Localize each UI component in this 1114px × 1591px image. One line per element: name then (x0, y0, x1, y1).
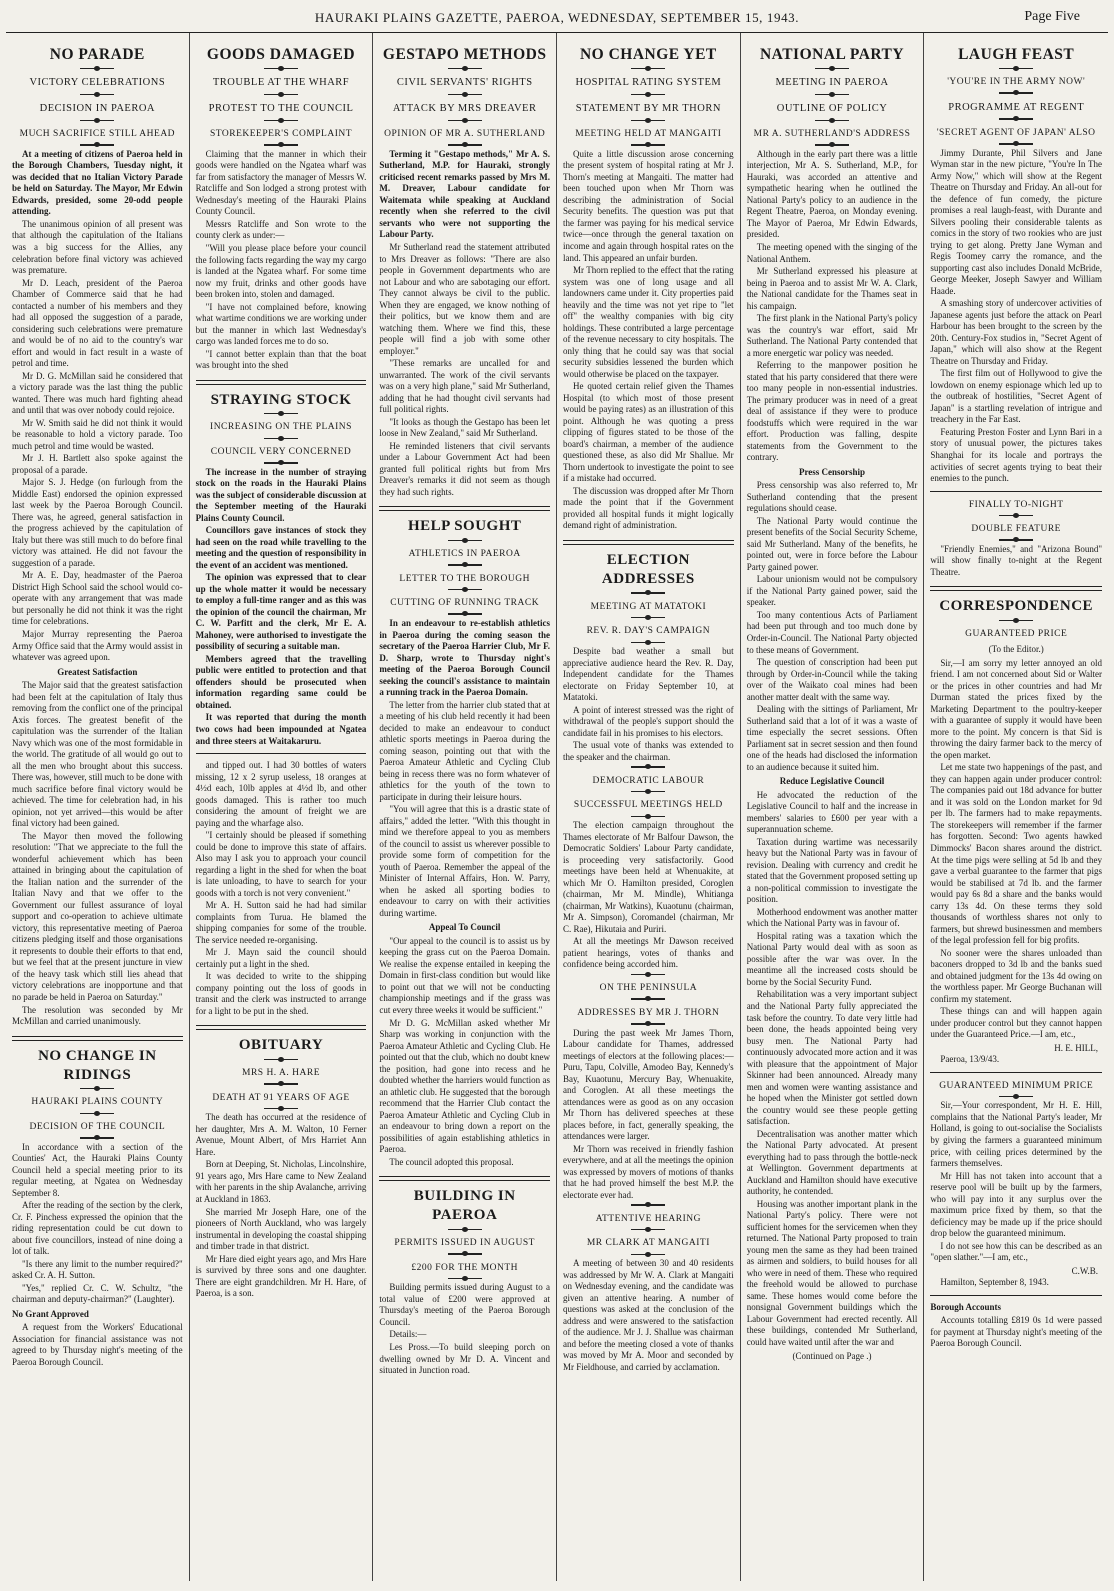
headline-help-sought: HELP SOUGHT (407, 518, 522, 535)
article-body (196, 760, 367, 1017)
subhead: PROTEST TO THE COUNCIL (208, 103, 354, 115)
divider (815, 144, 849, 146)
subhead: MEETING HELD AT MANGAITI (575, 129, 722, 140)
subhead: £200 FOR THE MONTH (411, 1262, 519, 1273)
article-body (930, 1315, 1102, 1350)
paragraph: Born at Deeping, St. Nicholas, Lincolnshire, 91 years ago, Mrs Hare came to New Zealand with her parents in the ship Avalanche, arriving at Auckland in 1863. (195, 1159, 367, 1204)
paragraph: Jimmy Durante, Phil Silvers and Jane Wyman star in the new picture, "You're In The Army Now," which will show at the Regent Theatre on Thursday and Friday. An all-out for the defence of fun comedy, the picture promises a real laugh-feast, with Durante and Silvers pooling their considerable talents as comics in the story of two rookies who are just trying to get along. Pretty Jane Wyman and Regis Toomey carry the romance, and the supporting cast also includes Donald McBride, George Meeker, Joseph Sawyer and William Haade. (930, 147, 1103, 296)
paragraph: Members agreed that the travelling public were entitled to protection and that offenders should be prosecuted when information regarding same could be obtained. (195, 653, 367, 710)
divider (80, 120, 114, 122)
paragraph: Mr Hare died eight years ago, and Mrs Hare is survived by three sons and one daughter. There are eight grandchildren. Mr H. Hare, of Paeroa, is a son. (195, 1253, 367, 1299)
divider (631, 1229, 665, 1231)
paragraph: "I cannot better explain than that the boat was brought into the shed (195, 348, 367, 371)
divider (80, 1137, 114, 1139)
divider (80, 1088, 114, 1090)
paragraph: The unanimous opinion of all present was that although the capitulation of the Italians was a big success for the Allies, any celebration before final victory was achieved was premature. (12, 218, 183, 276)
subhead: DEATH AT 91 YEARS OF AGE (212, 1092, 350, 1103)
letter-date: Hamilton, September 8, 1943. (940, 1277, 1049, 1288)
divider (80, 94, 114, 96)
paragraph: The meeting opened with the singing of the National Anthem. (746, 241, 918, 264)
headline-laugh-feast: LAUGH FEAST (958, 46, 1075, 63)
subhead: DEMOCRATIC LABOUR (592, 775, 705, 786)
subhead: DOUBLE FEATURE (971, 524, 1061, 535)
article-rule (379, 1176, 550, 1181)
paragraph: A meeting of between 30 and 40 residents was addressed by Mr W. A. Clark at Mangaiti on Wednesday evening, and the candidate was given an attentive hearing. A number of questions was asked at the conclusion of the address and were answered to the satisfaction of the audience. Mr J. J. Shallue was chairman and before the meeting closed a vote of thanks was moved by Mr A. Moor and seconded by Mr Fieldhouse, and carried by acclamation. (563, 1258, 734, 1372)
paragraph: Sir,—I am sorry my letter annoyed an old friend. I am not concerned about Sid or Walter or the prices in other countries and had Mr Durman stated the prices fixed by the Marketing Department to the poultry-keeper with a guarantee of supply it would have been more to the point. My concern is that Sid is throwing the dairy farmer back to the mercy of the open market. (930, 657, 1103, 760)
divider (448, 613, 482, 615)
article-body-bold (196, 467, 367, 747)
divider (631, 144, 665, 146)
subhead: SUCCESSFUL MEETINGS HELD (573, 800, 723, 811)
subhead: COUNCIL VERY CONCERNED (210, 447, 352, 457)
paragraph: Mr Thorn was received in friendly fashion everywhere, and at all the meetings the opinion was expressed by movers of motions of thanks that he had proved himself the best M.P. the electorate ever had. (563, 1143, 734, 1200)
divider (631, 1204, 665, 1206)
paragraph: Mr Thorn replied to the effect that the rating system was one of long usage and all landowners came under it. City properties paid heavily and the time was not yet ripe to "let off" the wealthy companies with big city holdings. These contributed a large percentage of the revenue necessary to city hospitals. The only thing that he could say was that social security subsidies lessened the burden which would otherwise be placed on the taxpayer. (563, 265, 734, 379)
paragraph: Quite a little discussion arose concerning the present system of hospital rating at Mr J. Thorn's meeting at Mangaiti. The matter had been touched upon when Mr Thorn was describing the administration of Social Security benefits. The question was put that the farmer was paying for his medical service twice—once through the general taxation on income and again through hospital rates on the land. This appeared an unfair burden. (563, 148, 734, 263)
subhead: ATTENTIVE HEARING (595, 1213, 702, 1224)
article-body (930, 658, 1102, 1041)
divider (448, 120, 482, 122)
divider (448, 1278, 482, 1280)
paragraph: No sooner were the shares unloaded than baconers dropped to 3d lb and the banks sued and obtained judgment for the 13s 4d owing on the worthless paper. Mr George Buchanan will confirm my statement. (930, 947, 1103, 1004)
divider (815, 68, 849, 70)
lead-paragraph: In an endeavour to re-establish athletics in Paeroa during the coming season the secretary of the Paeroa Harrier Club, Mr F. D. Sharp, wrote to Thursday night's meeting of the Paeroa Borough Council seeking the council's assistance to maintain a running track in the Paeroa Domain. (379, 617, 551, 698)
article-body (747, 149, 918, 464)
paragraph: Press censorship was also referred to, Mr Sutherland contending that the present regulations should cease. (746, 480, 918, 514)
subhead: 'SECRET AGENT OF JAPAN' ALSO (936, 127, 1096, 138)
continued-note: (Continued on Page .) (792, 1351, 872, 1362)
divider (631, 617, 665, 619)
headline-building-in-paeroa: BUILDING IN PAEROA (413, 1188, 516, 1224)
article-rule (930, 491, 1102, 492)
paragraph: "You will agree that this is a drastic state of affairs," added the letter. "With this thought in mind we therefore appeal to you as members of the council to assist us wherever possible to provide some form of competition for the youth of Paeroa. Remember the appeal of the Minister of Internal Affairs, Hon. W. Parry, when he asked all sporting bodies to endeavour to carry on with their activities during wartime. (379, 804, 551, 918)
divider (999, 68, 1033, 70)
column-4 (557, 33, 741, 1581)
section-subhead: Reduce Legislative Council (779, 776, 885, 787)
article-rule (930, 1072, 1102, 1073)
paragraph: and tipped out. I had 30 bottles of waters missing, 12 x 2 syrup useless, 18 oranges at 4½d each, 10lb apples at 4½d lb, and other goods damaged. This is rather too much considering the amount of freight we are paying and the wharfage also. (195, 760, 367, 828)
paragraph: Messrs Ratcliffe and Son wrote to the county clerk as under:— (195, 218, 367, 241)
paragraph: He advocated the reduction of the Legislative Council to half and the increase in members' salaries to £600 per year with a superannuation scheme. (746, 789, 918, 835)
divider (999, 92, 1033, 94)
article-body (930, 148, 1102, 485)
paragraph: Hospital rating was a taxation which the National Party would deal with as soon as possible after the war was over. In the meantime all the increased costs should be borne by the Social Security Fund. (746, 930, 918, 987)
paragraph: Mr Sutherland expressed his pleasure at being in Paeroa and to assist Mr W. A. Clark, the National candidate for the Thames seat in his campaign. (746, 266, 918, 311)
paragraph: Mr Sutherland read the statement attributed to Mrs Dreaver as follows: "There are also people in Government departments who are not Labour and who are sabotaging our effort. They cannot always be civil to the public. When they are engaged, we know nothing of their politics, but we know them and are watching them. Where we find this, these people will find a job with some other employer." (379, 241, 551, 356)
paragraph: Motherhood endowment was another matter which the National Party was in favour of. (746, 906, 918, 929)
subhead: INCREASING ON THE PLAINS (210, 422, 352, 433)
paragraph: Mr J. Mayn said the council should certainly put a light in the shed. (195, 947, 367, 969)
masthead-title: HAURAKI PLAINS GAZETTE, PAEROA, WEDNESDAY, SEPTEMBER 15, 1943. (314, 10, 800, 25)
article-rule (379, 506, 550, 511)
paragraph: A point of interest stressed was the right of withdrawal of the people's support should the candidate fail in his promises to his electors. (563, 704, 734, 738)
paragraph: Claiming that the manner in which their goods were handled on the Ngatea wharf was far from satisfactory the manager of Messrs W. Ratcliffe and Son lodged a strong protest with Wednesday's meeting of the Hauraki Plains County Council. (195, 148, 367, 217)
divider (448, 68, 482, 70)
paragraph: Councillors gave instances of stock they had seen on the road while travelling to the meeting and the question of responsibility in the event of an accident was mentioned. (195, 525, 367, 570)
article-rule (196, 753, 367, 754)
divider (815, 94, 849, 96)
divider (448, 1253, 482, 1255)
paragraph: Mr Hill has not taken into account that a reserve pool will be built up by the farmers, who will pay into it any surplus over the maximum price fixed by them, so that the deficiency may be made up if the price should drop below the guaranteed minimum. (930, 1170, 1103, 1239)
subhead: OUTLINE OF POLICY (776, 103, 888, 115)
headline-national-party: NATIONAL PARTY (759, 46, 905, 63)
paragraph: Dealing with the sittings of Parliament, Mr Sutherland said that a lot of it was a waste of time especially the secret sessions. Often Parliament sat in secret session and then found one of the heads had disclosed the information to an audience because it suited him. (746, 704, 918, 772)
article-body (563, 149, 734, 532)
divider (448, 1229, 482, 1231)
paragraph: He reminded listeners that civil servants under a Labour Government Act had been granted full political rights but from Mrs Dreaver's remarks it did not seem as though they had such rights. (379, 440, 551, 497)
lead-paragraph: Terming it "Gestapo methods," Mr A. S. Sutherland, M.P. for Hauraki, strongly criticised recent remarks passed by Mrs M. M. Dreaver, Labour candidate for Waitemata while speaking at Auckland recently when she referred to the civil servants who were not supporting the Labour Party. (379, 148, 551, 240)
subhead: TROUBLE AT THE WHARF (212, 77, 350, 89)
subhead: HAURAKI PLAINS COUNTY (31, 1097, 164, 1108)
article-body (563, 646, 734, 763)
paragraph: The council adopted this proposal. (389, 1156, 514, 1167)
paragraph: Labour unionism would not be compulsory if the National Party gained power, said the speaker. (746, 574, 918, 608)
section-subhead: Borough Accounts (930, 1301, 1001, 1312)
masthead (6, 6, 1108, 33)
headline-no-parade: NO PARADE (49, 46, 145, 63)
paragraph: The first film out of Hollywood to give the lowdown on enemy espionage which led up to the outbreak of hostilities, "Secret Agent of Japan" is a startling revelation of intrigue and treachery in the Far East. (930, 368, 1103, 425)
paragraph: "These remarks are uncalled for and unwarranted. The work of the civil servants was on a very high plane," said Mr Sutherland, adding that he had thought civil servants had full political rights. (379, 358, 551, 415)
section-subhead: Appeal To Council (428, 922, 501, 933)
divider (448, 540, 482, 542)
article-rule (930, 586, 1102, 591)
article-body (196, 1112, 367, 1299)
paragraph: The usual vote of thanks was extended to the speaker and the chairman. (563, 740, 734, 762)
divider (631, 1023, 665, 1025)
paragraph: Taxation during wartime was necessarily heavy but the National Party was in favour of revision. Dealing with currency and credit he stated that the Government proposed setting up a non-political commission to investigate the position. (746, 836, 918, 905)
divider (264, 1059, 298, 1061)
column-2 (190, 33, 374, 1581)
subhead: PROGRAMME AT REGENT (948, 101, 1085, 113)
subhead: STOREKEEPER'S COMPLAINT (209, 129, 353, 140)
paragraph: During the past week Mr James Thorn, Labour candidate for Thames, addressed meetings of electors at the following places:—Puru, Tapu, Colville, Amodeo Bay, Kennedy's Bay, Kuaotunu, Mercury Bay, Whenuakite, and Coroglen. At all these meetings the attendances were as good as on any occasion Mr Thorn has delivered speeches at these places before, in fact, generally speaking, the attendances were larger. (563, 1027, 734, 1142)
subhead: MUCH SACRIFICE STILL AHEAD (19, 129, 176, 140)
paragraph: Let me state two happenings of the past, and they can happen again under producer control: The companies paid out 18d advance for butter and it was sold on the London market for 9d per lb. The farmers had to make repayments. The storekeepers will remember if the farmer has forgotten. Second: Two agents hawked Dimmocks' Bacon shares around the district. At the time pigs were selling at 5d lb and they gave a verbal guarantee to the farmer that pigs would be stabilised at 7d lb. and the farmer would pay 6s 8d a share and the banks would carry 13s 4d. On these terms they sold thousands of worthless shares not only to farmers, but shrewd businessmen and members of the legal profession fell for big profits. (930, 762, 1103, 946)
paragraph: Mr D. Leach, president of the Paeroa Chamber of Commerce said that he had contacted a number of his members and they had all opposed the suggestion of a parade, considering such celebrations were premature and would be of no aid to the country's war effort and would in fact result in a waste of petrol and time. (12, 277, 183, 369)
article-body (563, 1258, 734, 1373)
divider (631, 766, 665, 768)
section-subhead: Press Censorship (798, 466, 866, 477)
divider (264, 1108, 298, 1110)
headline-goods-damaged: GOODS DAMAGED (206, 46, 356, 63)
letter-signature: H. E. HILL, (1054, 1042, 1099, 1053)
subhead: ATTACK BY MRS DREAVER (392, 103, 537, 115)
paragraph: The Major said that the greatest satisfaction had been felt at the capitulation of Italy thus removing from the conflict one of the principal Axis forces. The greatest benefit of the capitulation was the surrender of the Italian Navy which was one of the most formidable in the world. The gratitude of all would go out to all the men who brought about this success. There was, however, still much to be done with much sacrifice before final victory would be achieved. The time for celebration had, in his opinion, not yet arrived—this would be after final victory had been gained. (12, 680, 183, 829)
divider (999, 118, 1033, 120)
divider (631, 120, 665, 122)
paragraph: The opinion was expressed that to clear up the whole matter it would be necessary to employ a full-time ranger and as this was the opinion of the council the chairman, Mr C. W. Parfitt and the clerk, Mr E. A. Mahoney, were authorised to investigate the possibility of securing a suitable man. (195, 572, 367, 652)
divider (80, 1113, 114, 1115)
divider (448, 564, 482, 566)
divider (264, 1083, 298, 1085)
divider (80, 68, 114, 70)
subhead: DECISION IN PAEROA (39, 103, 156, 115)
page-number: Page Five (1024, 9, 1080, 24)
subhead: MEETING AT MATATOKI (590, 601, 707, 612)
divider (264, 144, 298, 146)
paragraph: The National Party would continue the present benefits of the Social Security Scheme, said Mr Sutherland. Many of the benefits, he pointed out, were in force before the Labour Party gained power. (746, 515, 918, 572)
subhead: MRS H. A. HARE (242, 1068, 320, 1079)
divider (999, 539, 1033, 541)
subhead: OPINION OF MR A. SUTHERLAND (384, 129, 546, 140)
paragraph: These things can and will happen again under producer control but they cannot happen under the Guaranteed Price.—I am, etc., (930, 1006, 1103, 1040)
subhead: FINALLY TO-NIGHT (968, 499, 1064, 510)
divider (264, 94, 298, 96)
subhead: MEETING IN PAEROA (775, 77, 889, 89)
paragraph: Too many contentious Acts of Parliament had been put through and too much done by Order-in-Council. The National Party objected to these means of Government. (746, 609, 918, 655)
divider (448, 589, 482, 591)
paragraph: The death has occurred at the residence of her daughter, Mrs A. M. Walton, 10 Ferner Avenue, Mount Albert, of Mrs Harriet Ann Hare. (195, 1112, 367, 1157)
paragraph: Featuring Preston Foster and Lynn Bari in a story of unusual power, the pictures takes Shanghai for its locale and portrays the activities of secret agents trying to beat their enemies to the punch. (930, 426, 1103, 484)
paragraph: She married Mr Joseph Hare, one of the pioneers of North Auckland, who was largely instrumental in developing the coastal shipping and timber trade in that district. (195, 1206, 367, 1252)
article-body (379, 242, 550, 498)
paragraph: "Will you please place before your council the following facts regarding the way my cargo is landed at the Ngatea wharf. For some time now my fruit, drinks and other goods have been broken into, stolen and damaged. (195, 242, 367, 300)
paragraph: Major Murray representing the Paeroa Army Office said that the Army would assist in whatever was agreed upon. (12, 629, 183, 663)
paragraph: I do not see how this can be described as an "open slather."—I am, etc., (930, 1240, 1103, 1263)
article-body (379, 936, 550, 1168)
paragraph: Mr W. Smith said he did not think it would be reasonable to hold a victory parade. Too much petrol and time would be wasted. (12, 417, 183, 451)
paragraph: Decentralisation was another matter which the National Party advocated. At present everything had to pass through the bottle-neck at Wellington. Government departments at Auckland and Hamilton should have executive authority, he contended. (746, 1128, 918, 1197)
paragraph: Mr A. E. Day, headmaster of the Paeroa District High School said the school would co-operate with any arrangement that was made but personally he did not think it was the right time for celebrations. (12, 570, 183, 627)
paragraph: Accounts totalling £819 0s 1d were passed for payment at Thursday night's meeting of the Paeroa Borough Council. (930, 1315, 1103, 1349)
paragraph: Mr J. H. Bartlett also spoke against the proposal of a parade. (12, 453, 183, 475)
subhead: CUTTING OF RUNNING TRACK (390, 598, 540, 609)
subhead: MR A. SUTHERLAND'S ADDRESS (753, 129, 911, 140)
paragraph: Major S. J. Hedge (on furlough from the Middle East) endorsed the opinion expressed last week by the Paeroa Borough Council. There was, he agreed, general satisfaction in the progress achieved by the capitulation of Italy but there was still much to do before final victory was attained. He did not favour the suggestion of a parade. (12, 477, 183, 568)
article-body (12, 219, 183, 664)
article-body (747, 480, 918, 773)
subhead: DECISION OF THE COUNCIL (29, 1122, 166, 1133)
paragraph: "I have not complained before, knowing what wartime conditions we are working under but the manner in which last Wednesday's cargo was landed forces me to do so. (195, 301, 367, 347)
article-body (930, 544, 1102, 579)
subhead: ATHLETICS IN PAEROA (408, 549, 521, 560)
subhead: GUARANTEED PRICE (965, 629, 1068, 640)
subhead: GUARANTEED MINIMUM PRICE (939, 1080, 1094, 1091)
paragraph: It was reported that during the month two cows had been impounded at Ngatea and three steers at Waitakaruru. (195, 712, 367, 746)
article-rule (563, 540, 734, 545)
column-6 (924, 33, 1108, 1581)
section-subhead: No Grant Approved (12, 1308, 89, 1319)
subhead: HOSPITAL RATING SYSTEM (575, 77, 722, 89)
column-5 (741, 33, 925, 1581)
paragraph: "Friendly Enemies," and "Arizona Bound" will show finally to-night at the Regent Theatre. (930, 543, 1103, 577)
divider (631, 974, 665, 976)
headline-correspondence: CORRESPONDENCE (939, 598, 1094, 615)
subhead: LETTER TO THE BOROUGH (399, 573, 530, 584)
subhead: PERMITS ISSUED IN AUGUST (394, 1238, 535, 1249)
article-body (747, 790, 918, 1349)
subhead: CIVIL SERVANTS' RIGHTS (396, 77, 533, 89)
letter-signature: C.W.B. (1071, 1265, 1099, 1276)
paragraph: "It looks as though the Gestapo has been let loose in New Zealand," said Mr Sutherland. (379, 416, 551, 439)
paragraph: Despite bad weather a small but appreciative audience heard the Rev. R. Day, Independent candidate for the Thames electorate on Friday September 10, at Matatoki. (563, 646, 734, 703)
divider (631, 642, 665, 644)
article-body (12, 680, 183, 1027)
divider (999, 1096, 1033, 1098)
paragraph: The question of conscription had been put through by Order-in-Council while the taking over of the Waikato coal mines had been another matter dealt with the same way. (746, 657, 918, 702)
divider (631, 1254, 665, 1256)
paragraph: Housing was another important plank in the National Party's policy. There were not sufficient homes for the servicemen when they returned. The National Party proposed to train young men the same as they had been trained as airmen and soldiers, to build houses for all who were in need of them. These who required the freehold would be allowed to purchase same. These homes would come before the nonsignal Government buildings which the Labour Government had erected recently. All these buildings, contended Mr Sutherland, could have waited until after the war and (746, 1198, 918, 1347)
subhead: MR CLARK AT MANGAITI (586, 1238, 710, 1249)
paragraph: Building permits issued during August to a total value of £200 were approved at Thursday's meeting of the Paeroa Borough Council. (379, 1282, 551, 1327)
letter-date: Paeroa, 13/9/43. (940, 1054, 1000, 1065)
paragraph: Les Pross.—To build sleeping porch on dwelling owned by Mr D. A. Vincent and situated in Junction road. (379, 1341, 551, 1376)
divider (448, 94, 482, 96)
headline-straying-stock: STRAYING STOCK (210, 391, 352, 408)
paragraph: Rehabilitation was a very important subject and the National Party fully appreciated the task before the country. To date very little had been done, the heads appointed being very busy men. The National Party had continuously advocated more action and it was with pleasure that the appointment of Major Skinner had been announced. Already many men and women were wanting assistance and he hoped when the Minister got settled down the country would see these people getting satisfaction. (746, 989, 918, 1127)
paragraph: Mr A. H. Sutton said he had had similar complaints from Turua. He blamed the shipping companies for some of the trouble. The service needed re-organising. (195, 900, 367, 945)
article-body (379, 1282, 550, 1376)
paragraph: At all the meetings Mr Dawson received patient hearings, votes of thanks and confidence being accorded him. (563, 936, 734, 970)
paragraph: A request from the Workers' Educational Association for financial assistance was not agreed to by Thursday night's meeting of the Paeroa Borough Council. (12, 1322, 183, 1367)
paragraph: The letter from the harrier club stated that at a meeting of his club held recently it had been decided to make an endeavour to conduct athletic sports meetings in Paeroa during the coming season, pointing out that with the Paeroa Amateur Athletic and Cycling Club being in recess there was no form whatever of athletics for the youth of the town to participate in during their leisure hours. (379, 699, 551, 802)
lead-paragraph: At a meeting of citizens of Paeroa held in the Borough Chambers, Tuesday night, it was decided that no Italian Victory Parade be held on Saturday. The Mayor, Mr Edwin Edwards, presided, some 20-odd people attending. (12, 148, 183, 217)
headline-no-change-in-ridings: NO CHANGE IN RIDINGS (38, 1047, 157, 1083)
paragraph: After the reading of the section by the clerk, Cr. F. Pinchess expressed the opinion that the riding representation could be cut down to about five councillors, instead of nine doing a lot of talk. (12, 1200, 183, 1257)
subhead: ADDRESSES BY MR J. THORN (577, 1007, 720, 1018)
article-rule (930, 1295, 1102, 1296)
subhead: STATEMENT BY MR THORN (575, 103, 721, 115)
headline-gestapo-methods: GESTAPO METHODS (382, 46, 547, 63)
headline-no-change-yet: NO CHANGE YET (579, 46, 717, 63)
paragraph: Although in the early part there was a little interjection, Mr A. S. Sutherland, M.P., for Hauraki, was accorded an attentive and sympathetic hearing when he outlined the National Party's policy to an audience in the Regent Theatre, Paeroa, on Monday evening. The Mayor of Paeroa, Mr Edwin Edwards, presided. (746, 148, 918, 240)
headline-obituary: OBITUARY (238, 1037, 324, 1054)
paragraph: He quoted certain relief given the Thames Hospital (to which most of those present would be paying rates) as an illustration of this point. Although he was quoting a press clipping of figures stated to be those of the board's chairman, a member of the audience questioned these, as also did Mr Shallue. Mr Thorn undertook to investigate the point to see if a mistake had occurred. (563, 381, 734, 484)
subhead: REV. R. DAY'S CAMPAIGN (586, 626, 711, 637)
to-the-editor: (To the Editor.) (988, 644, 1044, 655)
paragraph: Sir,—Your correspondent, Mr H. E. Hill, complains that the National Party's leader, Mr Holland, is going to out-socialise the Socialists by giving the farmers a guaranteed minimum price, with ceiling prices determined by the farmers themselves. (930, 1100, 1103, 1169)
divider (264, 438, 298, 440)
article-body (12, 1322, 183, 1368)
paragraph: In accordance with a section of the Counties' Act, the Hauraki Plains County Council held a special meeting prior to its regular meeting, at Ngatea on Wednesday September 8. (12, 1141, 183, 1198)
article-body (563, 1028, 734, 1202)
subhead: 'YOU'RE IN THE ARMY NOW' (947, 77, 1086, 88)
divider (999, 620, 1033, 622)
section-subhead: Greatest Satisfaction (57, 666, 138, 677)
paragraph: The election campaign throughout the Thames electorate of Mr Balfour Dawson, the Democratic Soldiers' Labour Party candidate, is proceeding very satisfactorily. Good meetings have been held at Whenuakite, at which Mr O. Hamilton presided, Coroglen (chairman, Mr M. Mindle), Whitianga (chairman, Mr Watkins), Kuaotunu (chairman, Mr A. Simpson), Coromandel (chairman, Mr C. Rae), Hikutaia and Puriri. (563, 820, 734, 934)
article-body (379, 700, 550, 920)
divider (631, 791, 665, 793)
divider (999, 143, 1033, 145)
divider (815, 120, 849, 122)
paragraph: "I certainly should be pleased if something could be done to improve this state of affairs. Also may I ask you to approach your council regarding a light in the shed for when the boat is late unloading, to have to search for your goods with a torch is not very convenient." (195, 830, 367, 898)
paragraph: The Mayor then moved the following resolution: "That we appreciate to the full the wonderful achievement which has been attained in bringing about the capitulation of the Italian nation and the surrender of the Italian Navy and that we offer to the Government our fullest assurance of loyal support and co-operation to achieve ultimate victory, this representative meeting of Paeroa citizens pledging itself and those organisations it represents to double their efforts to that end, but we feel that at the present juncture in view of the heavy task which still lies ahead that victory celebrations are inopportune and that no parade be held in Paeroa on Saturday." (12, 830, 183, 1002)
paragraph: It was decided to write to the shipping company pointing out the loss of goods in transit and the clerk was instructed to arrange for a light to be put in the shed. (195, 971, 367, 1016)
divider (80, 144, 114, 146)
paragraph: Mr D. G. McMillan asked whether Mr Sharp was working in conjunction with the Paeroa Amateur Athletic and Cycling Club. He pointed out that the club, which no doubt knew the position, had gone into recess and he doubted whether the harriers would function as an athletic club. He suggested that the borough recommend that the Harrier Club contact the Paeroa Amateur Athletic and Cycling Club in an endeavour to bring down a report on the possibilities of again establishing athletics in Paeroa. (379, 1017, 551, 1155)
divider (264, 120, 298, 122)
paragraph: Mr D. G. McMillan said he considered that a victory parade was the last thing the public wanted. There was much hard fighting ahead and until that was over nobody could rejoice. (12, 370, 183, 416)
divider (999, 515, 1033, 517)
article-rule (196, 380, 367, 385)
paragraph: The increase in the number of straying stock on the roads in the Hauraki Plains was the subject of considerable discussion at the September meeting of the Hauraki Plains County Council. (195, 466, 367, 523)
divider (631, 592, 665, 594)
divider (631, 68, 665, 70)
divider (631, 94, 665, 96)
paragraph: Referring to the manpower position he stated that his party considered that there were too many people in non-essential industries. The primary producer was in need of a great deal of assistance if they were to produce foodstuffs which were required in the war effort. Production was falling, despite statements from the Government to the contrary. (746, 360, 918, 463)
paragraph: The discussion was dropped after Mr Thorn made the point that if the Government provided all hospital funds it might logically demand right of administration. (563, 485, 734, 531)
paragraph: "Our appeal to the council is to assist us by keeping the grass cut on the Paeroa Domain. We realise the expense entailed in keeping the Domain in first-class condition but would like to point out that we will not be conducting championship meetings and if the grass was cut every three weeks it would be sufficient." (379, 935, 551, 1015)
article-body (196, 149, 367, 372)
divider (264, 413, 298, 415)
subhead: ON THE PENINSULA (599, 983, 698, 994)
divider (448, 144, 482, 146)
paragraph: "Is there any limit to the number required?" asked Cr. A. H. Sutton. (12, 1258, 183, 1281)
divider (264, 462, 298, 464)
column-1 (6, 33, 190, 1581)
column-3 (373, 33, 557, 1581)
divider (631, 998, 665, 1000)
article-body (12, 1142, 183, 1306)
article-rule (12, 1036, 183, 1041)
columns (6, 33, 1108, 1581)
paragraph: The first plank in the National Party's policy was the country's war effort, said Mr Sutherland. The National Party contended that a more energetic war policy was needed. (746, 313, 918, 358)
divider (631, 816, 665, 818)
article-body (930, 1100, 1102, 1263)
paragraph: Details:— (389, 1329, 427, 1340)
paragraph: "Yes," replied Cr. C. W. Schultz, "the chairman and deputy-chairman?" (Laughter). (12, 1282, 183, 1305)
article-body (563, 820, 734, 971)
divider (264, 68, 298, 70)
paragraph: A smashing story of undercover activities of Japanese agents just before the attack on Pearl Harbour has been brought to the screen by the 20th. Century-Fox studios in, "Secret Agent of Japan," which will also show at the Regent Theatre on Thursday and Friday. (930, 298, 1103, 366)
paragraph: The resolution was seconded by Mr McMillan and carried unanimously. (12, 1004, 183, 1027)
article-rule (196, 1025, 367, 1030)
headline-election-addresses: ELECTION ADDRESSES (601, 551, 695, 588)
subhead: VICTORY CELEBRATIONS (29, 77, 166, 89)
